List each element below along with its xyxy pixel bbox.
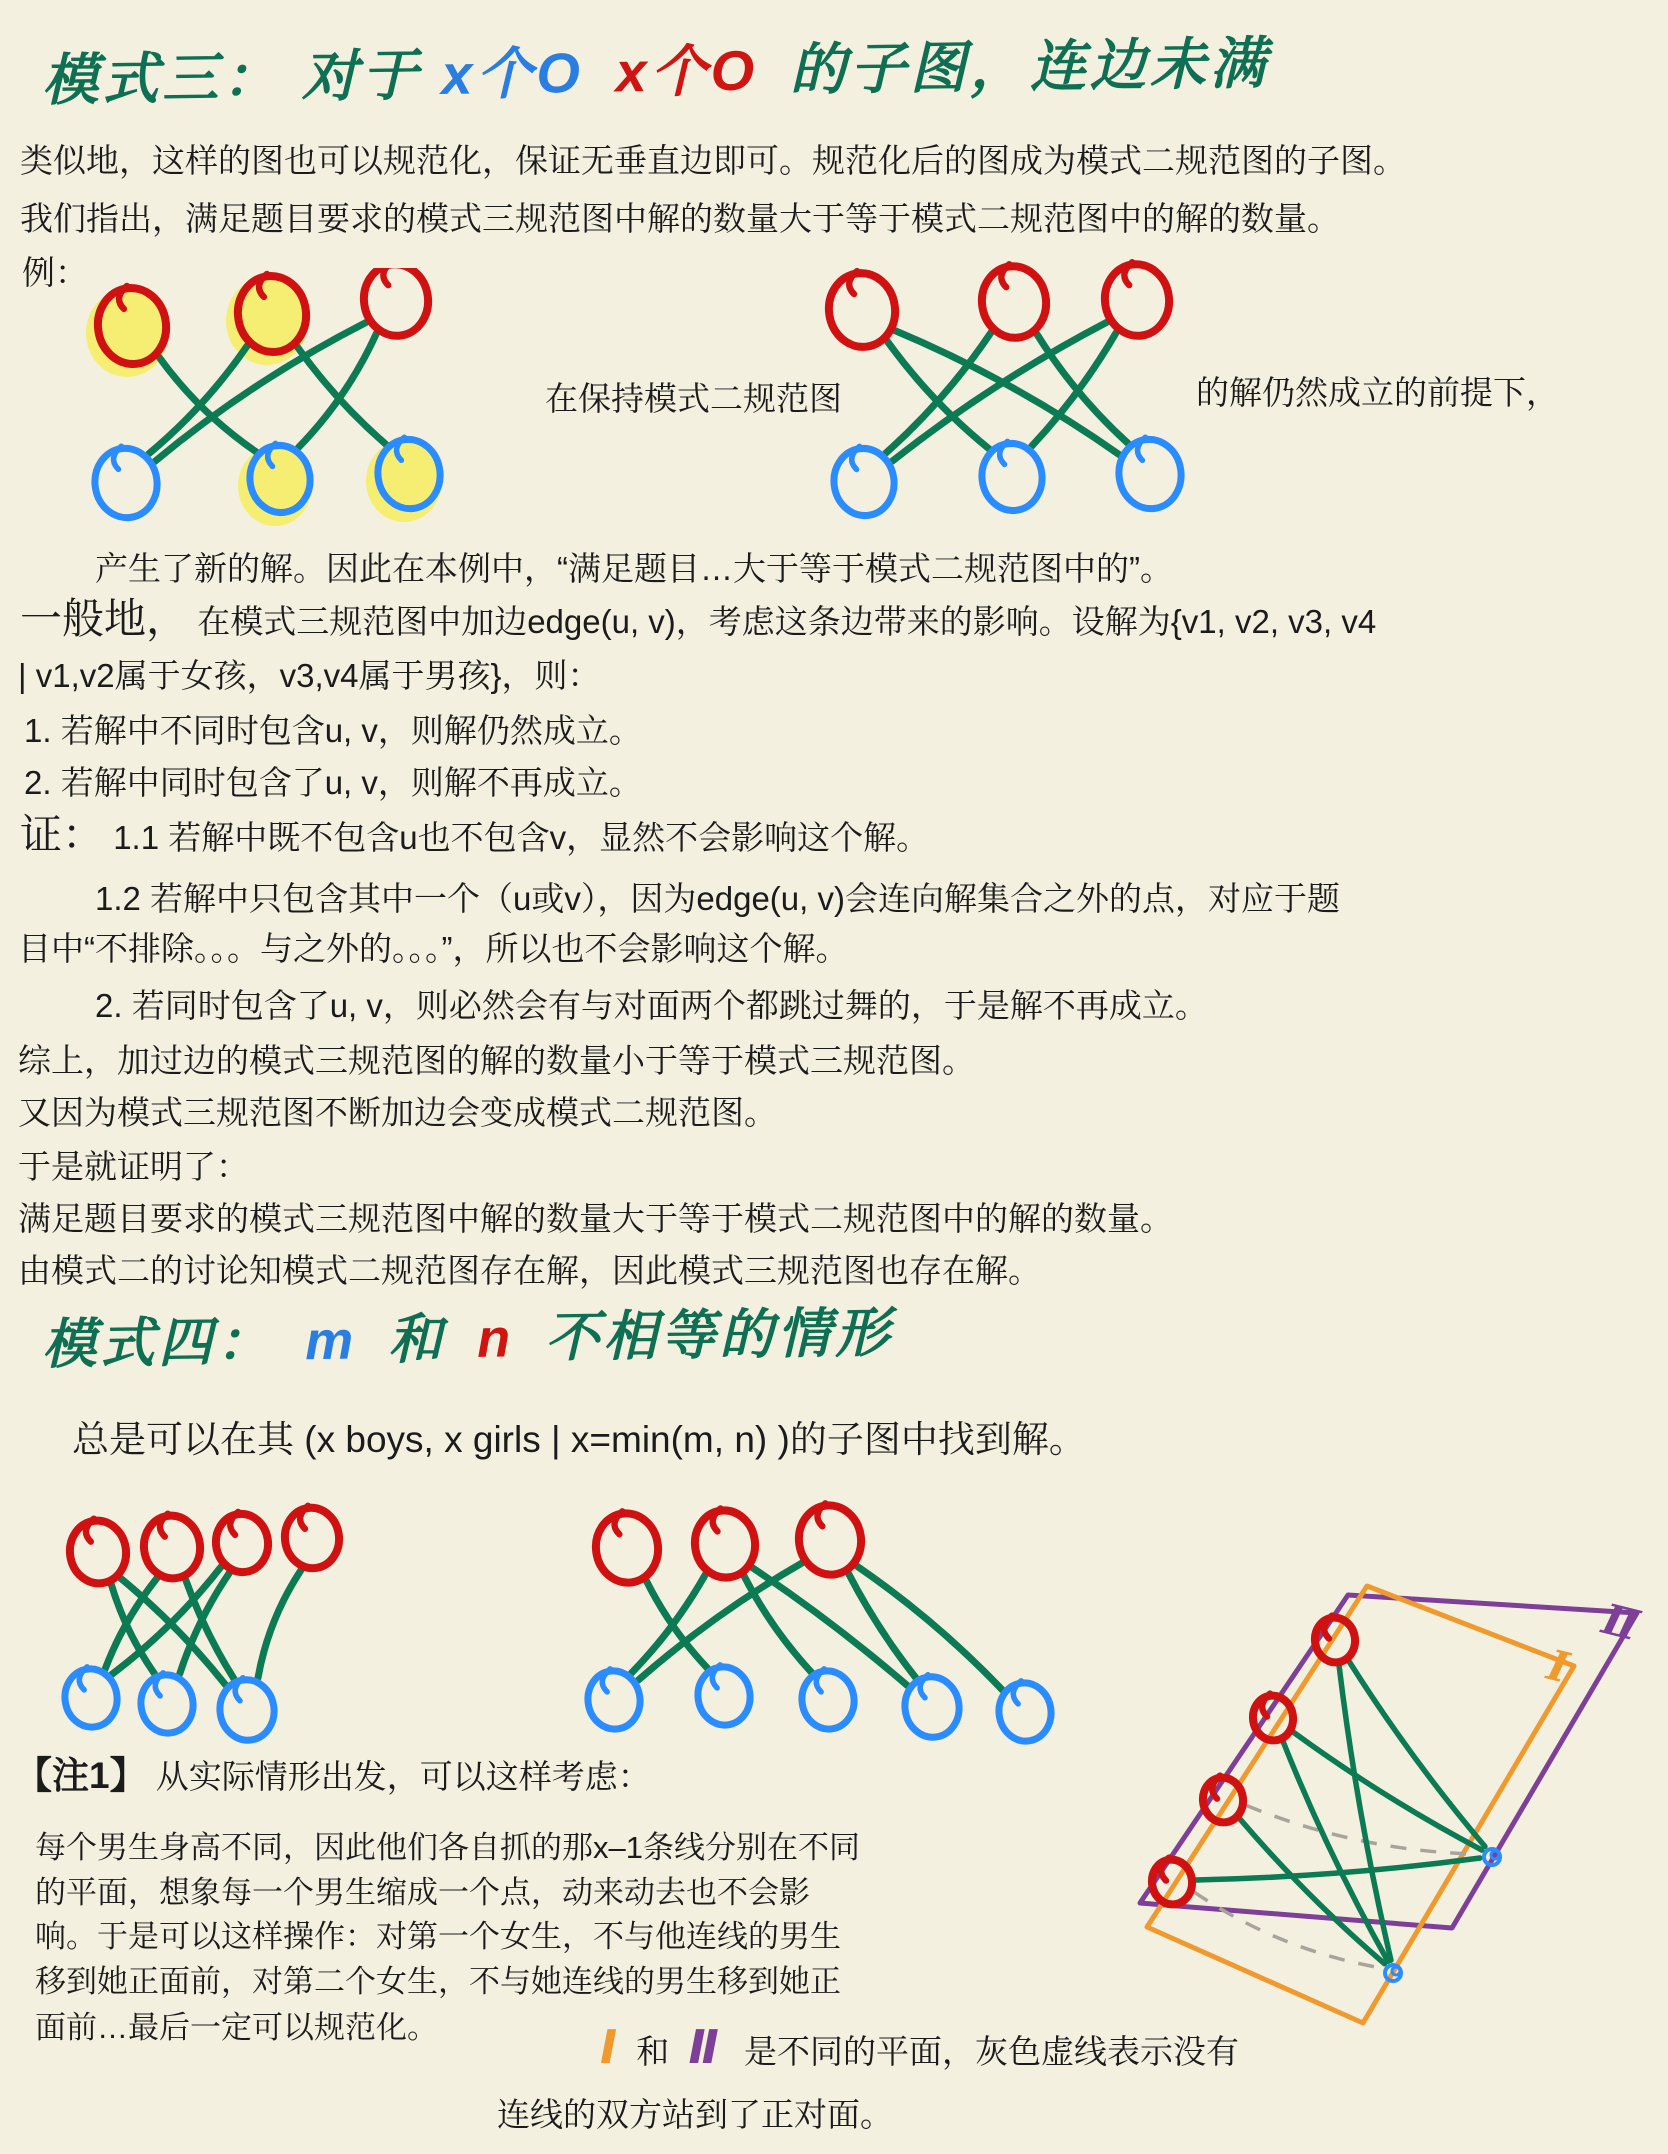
conclusion-1: 综上，加过边的模式三规范图的解的数量小于等于模式三规范图。	[18, 1042, 975, 1079]
boy-node	[591, 1509, 662, 1586]
pattern4-title	[42, 1290, 894, 1379]
girl-node	[1114, 435, 1185, 512]
pen-tail	[155, 1673, 163, 1696]
plane-graph-edge	[1283, 1742, 1388, 1961]
boy-node	[212, 1511, 272, 1576]
plane2-symbol: Ⅱ	[688, 2021, 719, 2073]
note1-line-5: 面前…最后一定可以规范化。	[35, 2010, 438, 2045]
boy-node	[66, 1517, 130, 1587]
pattern4-title-n: n	[476, 1308, 515, 1369]
example-result: 产生了新的解。因此在本例中，“满足题目…大于等于模式二规范图中的”。	[95, 550, 1173, 587]
pattern4-title-green1: 模式四：	[41, 1311, 275, 1375]
pen-tail	[79, 1667, 87, 1690]
proof-line-11	[20, 808, 929, 863]
boy-node	[691, 1507, 760, 1582]
plane-2-label: Ⅱ	[1597, 1597, 1644, 1651]
note1-line-1: 每个男生身高不同，因此他们各自抓的那x–1条线分别在不同	[35, 1830, 860, 1865]
boy-node	[359, 268, 432, 340]
girl-node	[216, 1676, 278, 1743]
example-caption-right: 的解仍然成立的前提下，	[1196, 374, 1559, 411]
case-2: 2. 若解中同时包含了u, v，则解不再成立。	[24, 764, 642, 801]
note1-line-3: 响。于是可以这样操作：对第一个女生，不与他连线的男生	[35, 1919, 841, 1954]
boy-node	[140, 1512, 204, 1582]
pen-tail	[713, 1508, 721, 1531]
pen-tail	[300, 1506, 308, 1529]
plane-caption-text-2: 连线的双方站到了正对面。	[497, 2096, 893, 2133]
intro-line-1: 类似地，这样的图也可以规范化，保证无垂直边即可。规范化后的图成为模式二规范图的子图。	[20, 142, 1406, 179]
pen-tail	[1138, 437, 1146, 460]
pattern4-title-m: m	[304, 1310, 358, 1372]
note1-tag: 【注1】	[15, 1755, 147, 1796]
case-1: 1. 若解中不同时包含u, v，则解仍然成立。	[24, 712, 642, 749]
boy-node	[1100, 260, 1173, 340]
pen-tail	[1001, 264, 1009, 287]
girl-node	[798, 1668, 858, 1733]
pattern4-title-green2: 不相等的情形	[544, 1303, 894, 1368]
graph-edge	[158, 356, 256, 452]
girl-node	[584, 1668, 644, 1733]
general-text: 在模式三规范图中加边edge(u, v)，考虑这条边带来的影响。设解为{v1, v2, v3, v4	[197, 603, 1377, 640]
pen-tail	[712, 1665, 720, 1688]
pen-tail	[383, 268, 391, 285]
pattern4-title-and: 和	[387, 1309, 447, 1371]
pen-tail	[235, 1678, 243, 1701]
girl-node	[694, 1664, 754, 1729]
boy-node	[977, 262, 1050, 342]
example-graph-pattern2-normal	[800, 258, 1210, 548]
proof-12b: 目中“不排除。。。与之外的。。。”，所以也不会影响这个解。	[18, 930, 849, 967]
proof-label: 证：	[20, 811, 105, 858]
proof-11: 1.1 若解中既不包含u也不包含v，显然不会影响这个解。	[113, 819, 930, 856]
two-planes-figure	[1118, 1552, 1668, 2077]
conclusion-4: 满足题目要求的模式三规范图中解的数量大于等于模式二规范图中的解的数量。	[18, 1200, 1173, 1237]
pattern3-title-green2: 对于	[301, 43, 423, 108]
girl-node	[901, 1673, 963, 1740]
plane1-symbol: Ⅰ	[600, 2021, 618, 2073]
pattern3-title-green1: 模式三：	[41, 45, 283, 112]
example-caption-left: 在保持模式二规范图	[545, 380, 842, 417]
pattern4-graph-4boys-3girls	[48, 1496, 368, 1751]
plane-caption-and: 和	[636, 2033, 670, 2070]
pattern3-title	[42, 19, 1271, 116]
boy-node	[824, 269, 900, 351]
girl-node	[978, 440, 1047, 515]
pattern3-title-red-x: x个O	[615, 38, 759, 104]
girl-dot	[1385, 1965, 1401, 1981]
note1-heading-text: 从实际情形出发，可以这样考虑：	[155, 1758, 651, 1795]
pen-tail	[818, 1503, 826, 1526]
conclusion-2: 又因为模式三规范图不断加边会变成模式二规范图。	[18, 1094, 777, 1131]
pen-tail	[602, 1669, 610, 1692]
pattern4-graph-3boys-5girls	[570, 1498, 1080, 1763]
conclusion-3: 于是就证明了：	[18, 1148, 249, 1185]
pen-tail	[1000, 441, 1008, 464]
general-line-2: | v1,v2属于女孩，v3,v4属于男孩}，则：	[18, 657, 601, 694]
girl-node	[830, 445, 899, 520]
example-label: 例：	[22, 254, 88, 291]
note1-line-4: 移到她正面前，对第二个女生，不与她连线的男生移到她正	[35, 1964, 841, 1999]
pen-tail	[230, 1512, 238, 1535]
plane-graph-edge	[1349, 1661, 1485, 1846]
pattern4-statement: 总是可以在其 (x boys, x girls | x=min(m, n) )的子图中找到解。	[72, 1419, 1086, 1460]
note1-line-2: 的平面，想象每一个男生缩成一个点，动来动去也不会影	[35, 1875, 810, 1910]
general-line-1	[20, 592, 1376, 647]
proof-12a: 1.2 若解中只包含其中一个（u或v），因为edge(u, v)会连向解集合之外的点，对应于题	[95, 880, 1340, 917]
proof-2: 2. 若同时包含了u, v，则必然会有与对面两个都跳过舞的，于是解不再成立。	[95, 987, 1208, 1024]
girl-node	[995, 1680, 1055, 1745]
pen-tail	[816, 1669, 824, 1692]
pen-tail	[160, 1514, 168, 1537]
plane-caption-text-1: 是不同的平面，灰色虚线表示没有	[743, 2033, 1239, 2070]
pen-tail	[615, 1511, 623, 1534]
conclusion-5: 由模式二的讨论知模式二规范图存在解，因此模式三规范图也存在解。	[18, 1252, 1041, 1289]
pen-tail	[852, 446, 860, 469]
graph-edge	[258, 1570, 301, 1678]
boy-node	[281, 1504, 343, 1571]
example-graph-with-new-solution	[60, 268, 490, 553]
pen-tail	[114, 446, 122, 469]
note1-heading	[15, 1752, 651, 1800]
pattern3-title-green3: 的子图，连边未满	[789, 31, 1271, 102]
pen-tail	[920, 1675, 928, 1698]
pen-tail	[86, 1519, 94, 1542]
general-lead: 一般地，	[20, 595, 189, 642]
boy-node	[794, 1501, 865, 1578]
plane-1-label: Ⅰ	[1542, 1643, 1573, 1693]
pattern3-title-blue-x: x个O	[440, 41, 585, 106]
pen-tail	[1124, 262, 1132, 285]
pen-tail	[1013, 1681, 1021, 1704]
intro-line-2: 我们指出，满足题目要求的模式三规范图中解的数量大于等于模式二规范图中的解的数量。	[20, 200, 1340, 237]
pen-tail	[849, 271, 857, 294]
girl-node	[137, 1672, 197, 1737]
